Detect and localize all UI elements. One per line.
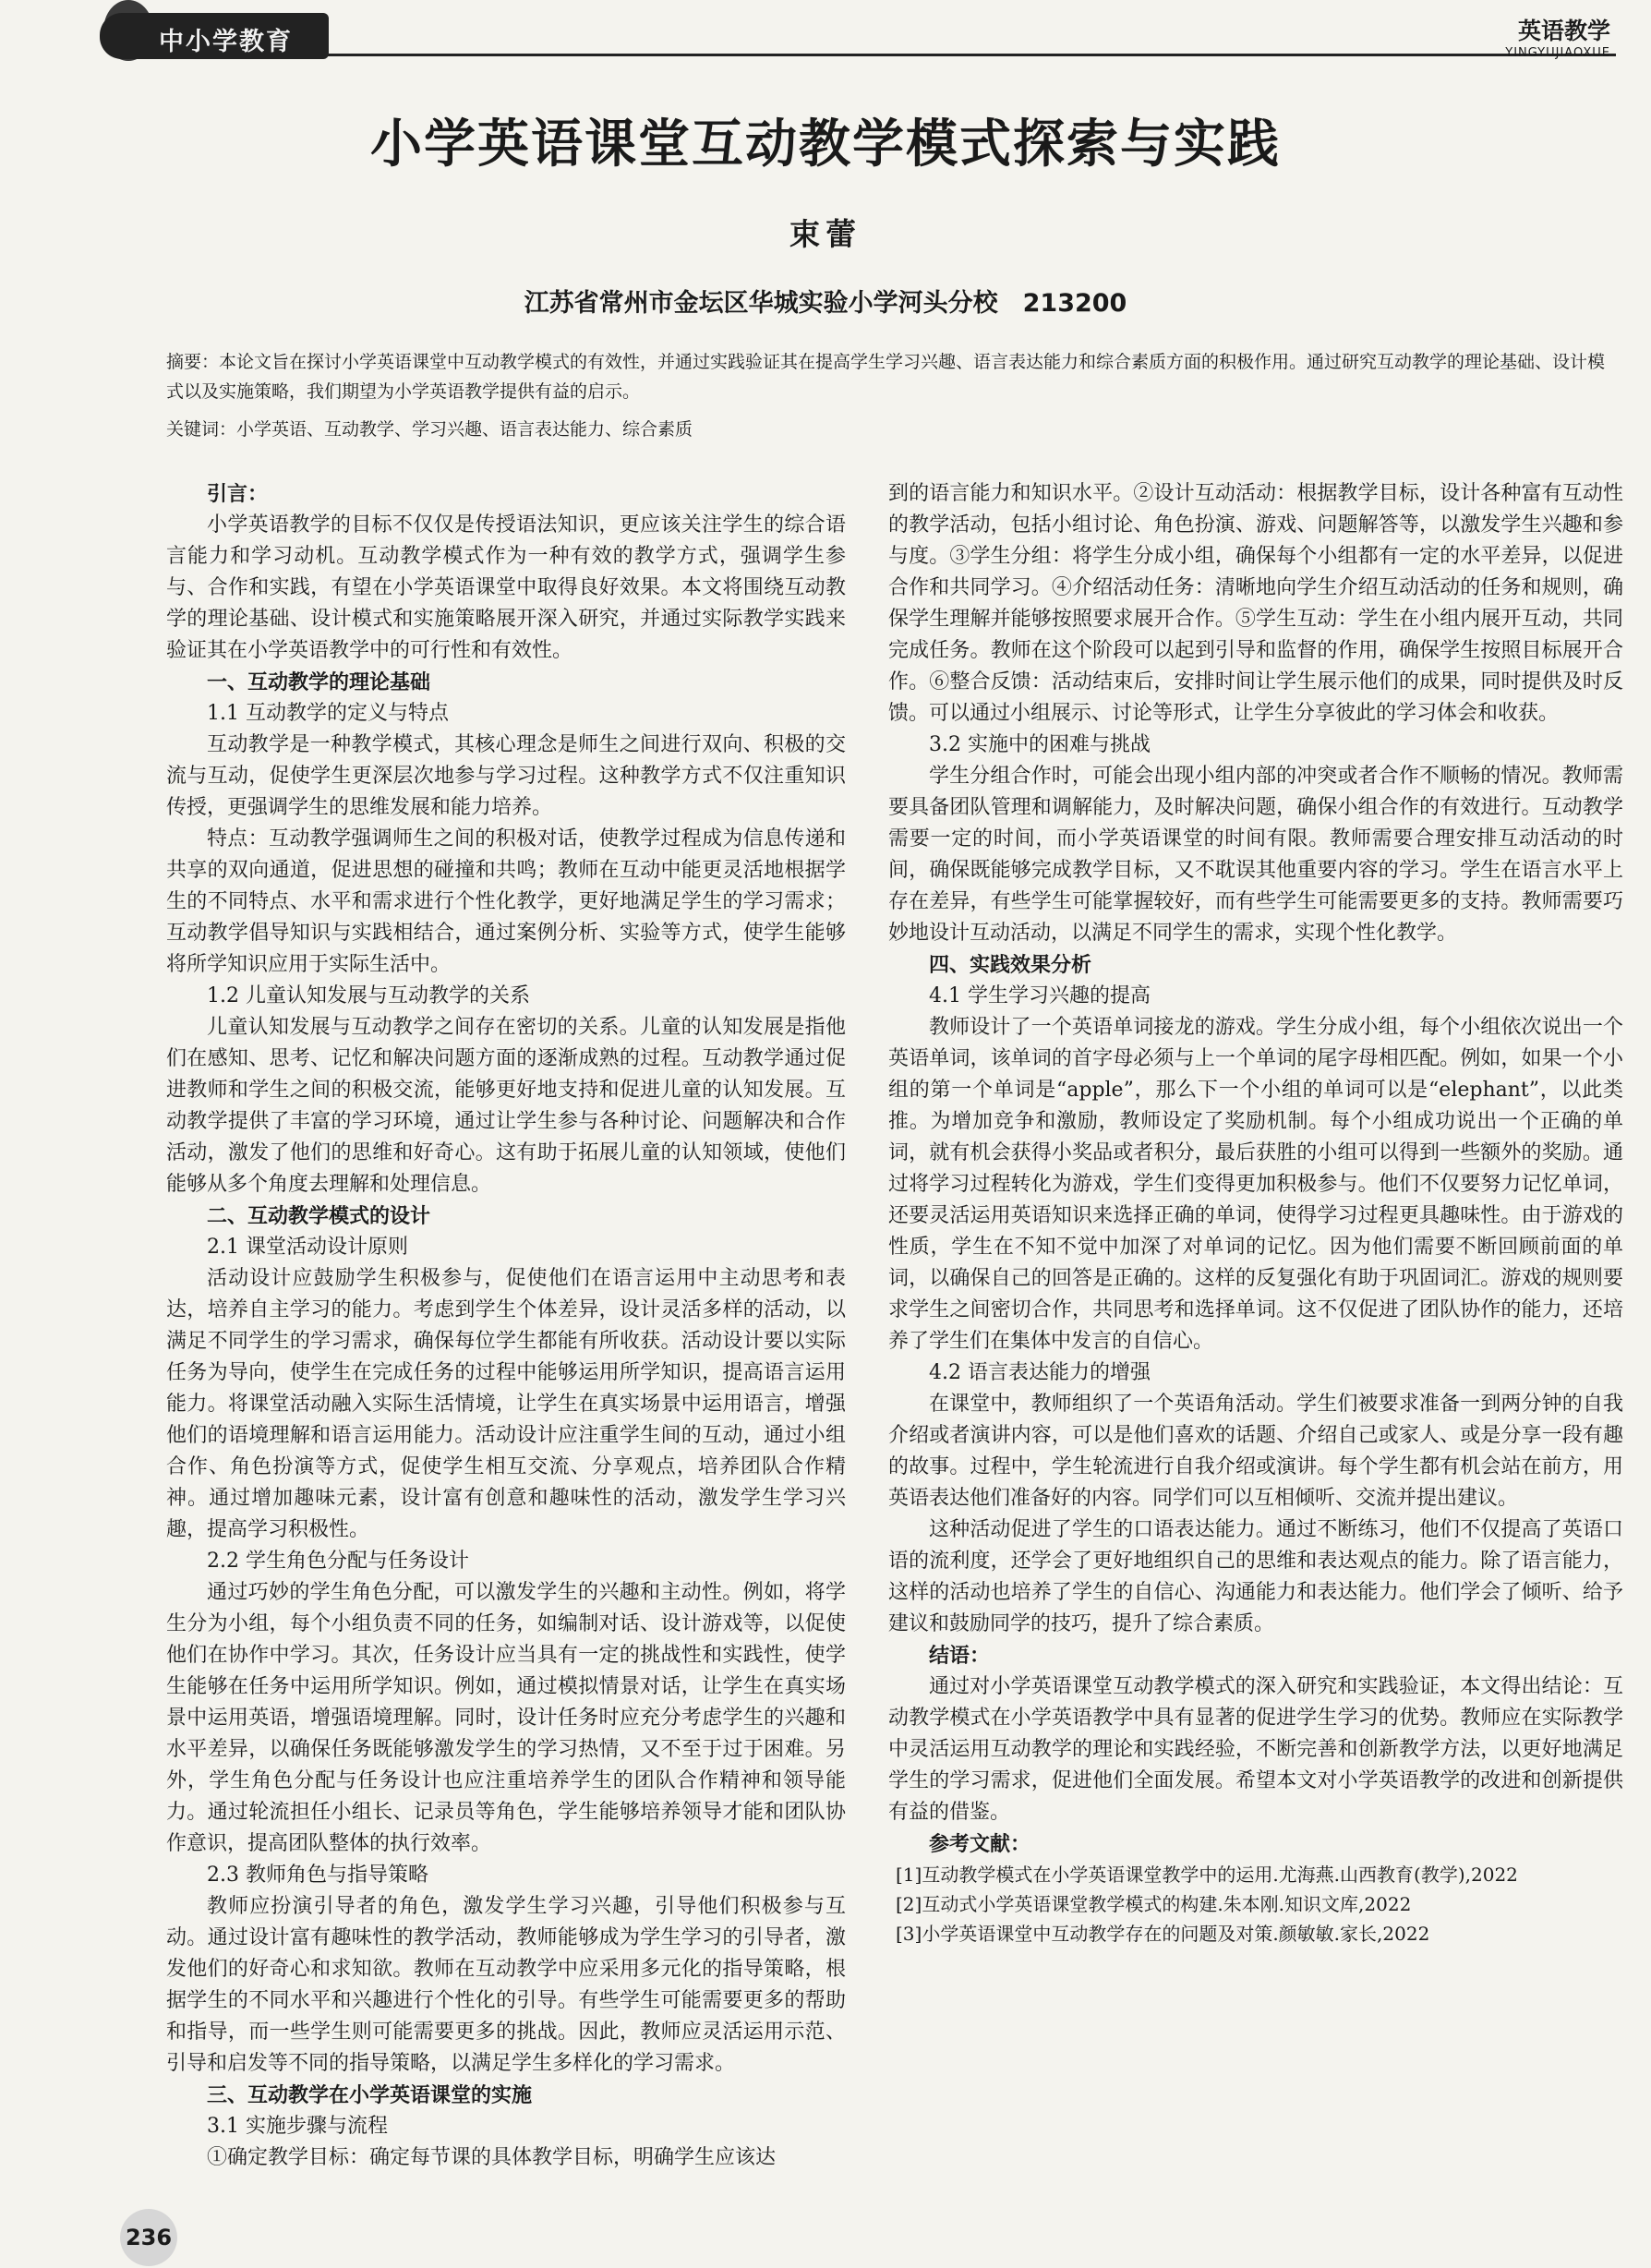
- subsection-heading: 2.3 教师角色与指导策略: [207, 1864, 428, 1887]
- subsection-heading: 1.2 儿童认知发展与互动教学的关系: [207, 984, 530, 1007]
- section-heading: 引言：: [207, 482, 269, 506]
- subsection-heading: 4.1 学生学习兴趣的提高: [929, 984, 1151, 1007]
- section-title: 英语教学: [1517, 18, 1610, 44]
- abstract: 摘要：本论文旨在探讨小学英语课堂中互动教学模式的有效性，并通过实践验证其在提高学生学习兴趣、语言表达能力和综合素质方面的积极作用。通过研究互动教学的理论基础、设计模式以及实施策略，我们期望为小学英语教学提供有益的启示。: [166, 352, 1606, 402]
- paragraph: 通过巧妙的学生角色分配，可以激发学生的兴趣和主动性。例如，将学生分为小组，每个小组负责不同的任务，如编制对话、设计游戏等，以促使他们在协作中学习。其次，任务设计应当具有一定的挑战性和实践性，使学生能够在任务中运用所学知识。例如，通过模拟情景对话，让学生在真实场景中运用英语，增强语境理解。同时，设计任务时应充分考虑学生的兴趣和水平差异，以确保任务既能够激发学生的学习热情，又不至于过于困难。另外，学生角色分配与任务设计也应注重培养学生的团队合作精神和领导能力。通过轮流担任小组长、记录员等角色，学生能够培养领导才能和团队协作意识，提高团队整体的执行效率。: [166, 1581, 846, 1855]
- section-heading: 结语：: [929, 1644, 991, 1668]
- section-label: [1505, 13, 1610, 60]
- subsection-heading: 4.2 语言表达能力的增强: [929, 1361, 1151, 1384]
- reference-item: [1]互动教学模式在小学英语课堂教学中的运用.尤海燕.山西教育(教学),2022: [896, 1864, 1518, 1886]
- subsection-heading: 3.1 实施步骤与流程: [207, 2115, 388, 2138]
- paragraph: 到的语言能力和知识水平。②设计互动活动：根据教学目标，设计各种富有互动性的教学活动，包括小组讨论、角色扮演、游戏、问题解答等，以激发学生兴趣和参与度。③学生分组：将学生分成小组，确保每个小组都有一定的水平差异，以促进合作和共同学习。④介绍活动任务：清晰地向学生介绍互动活动的任务和规则，确保学生理解并能够按照要求展开合作。⑤学生互动：学生在小组内展开互动，共同完成任务。教师在这个阶段可以起到引导和监督的作用，确保学生按照目标展开合作。⑥整合反馈：活动结束后，安排时间让学生展示他们的成果，同时提供及时反馈。可以通过小组展示、讨论等形式，让学生分享彼此的学习体会和收获。: [888, 482, 1623, 725]
- subsection-heading: 1.1 互动教学的定义与特点: [207, 702, 449, 725]
- section-heading: 二、互动教学模式的设计: [207, 1204, 431, 1228]
- keywords: 关键词：小学英语、互动教学、学习兴趣、语言表达能力、综合素质: [166, 419, 693, 440]
- reference-item: [3]小学英语课堂中互动教学存在的问题及对策.颜敏敏.家长,2022: [896, 1923, 1430, 1945]
- author: 束蕾: [789, 216, 862, 252]
- page-number: 236: [120, 2209, 177, 2266]
- paragraph: 教师设计了一个英语单词接龙的游戏。学生分成小组，每个小组依次说出一个英语单词，该单词的首字母必须与上一个单词的尾字母相匹配。例如，如果一个小组的第一个单词是“apple”，那么下一个小组的单词可以是“elephant”，以此类推。为增加竞争和激励，教师设定了奖励机制。每个小组成功说出一个正确的单词，就有机会获得小奖品或者积分，最后获胜的小组可以得到一些额外的奖励。通过将学习过程转化为游戏，学生们变得更加积极参与。他们不仅要努力记忆单词，还要灵活运用英语知识来选择正确的单词，使得学习过程更具趣味性。由于游戏的性质，学生在不知不觉中加深了对单词的记忆。因为他们需要不断回顾前面的单词，以确保自己的回答是正确的。这样的反复强化有助于巩固词汇。游戏的规则要求学生之间密切合作，共同思考和选择单词。这不仅促进了团队协作的能力，还培养了学生们在集体中发言的自信心。: [888, 1016, 1623, 1353]
- subsection-heading: 2.1 课堂活动设计原则: [207, 1236, 408, 1259]
- paragraph: 特点：互动教学强调师生之间的积极对话，使教学过程成为信息传递和共享的双向通道，促进思想的碰撞和共鸣；教师在互动中能更灵活地根据学生的不同特点、水平和需求进行个性化教学，更好地满足学生的学习需求；互动教学倡导知识与实践相结合，通过案例分析、实验等方式，使学生能够将所学知识应用于实际生活中。: [166, 827, 846, 976]
- journal-tag-text: 中小学教育: [159, 28, 293, 56]
- paragraph: 教师应扮演引导者的角色，激发学生学习兴趣，引导他们积极参与互动。通过设计富有趣味性的教学活动，教师能够成为学生学习的引导者，激发他们的好奇心和求知欲。教师在互动教学中应采用多元化的指导策略，根据学生的不同水平和兴趣进行个性化的引导。有些学生可能需要更多的帮助和指导，而一些学生则可能需要更多的挑战。因此，教师应灵活运用示范、引导和启发等不同的指导策略，以满足学生多样化的学习需求。: [166, 1895, 846, 2075]
- paragraph: 活动设计应鼓励学生积极参与，促使他们在语言运用中主动思考和表达，培养自主学习的能力。考虑到学生个体差异，设计灵活多样的活动，以满足不同学生的学习需求，确保每位学生都能有所收获。活动设计要以实际任务为导向，使学生在完成任务的过程中能够运用所学知识，提高语言运用能力。将课堂活动融入实际生活情境，让学生在真实场景中运用语言，增强他们的语境理解和语言运用能力。活动设计应注重学生间的互动，通过小组合作、角色扮演等方式，促使学生相互交流、分享观点，培养团队合作精神。通过增加趣味元素，设计富有创意和趣味性的活动，激发学生学习兴趣，提高学习积极性。: [166, 1267, 846, 1541]
- subsection-heading: 2.2 学生角色分配与任务设计: [207, 1550, 469, 1573]
- paragraph: 互动教学是一种教学模式，其核心理念是师生之间进行双向、积极的交流与互动，促使学生更深层次地参与学习过程。这种教学方式不仅注重知识传授，更强调学生的思维发展和能力培养。: [166, 733, 846, 819]
- header-rule: [295, 54, 1616, 56]
- left-column: [166, 478, 846, 2174]
- journal-tag: [100, 13, 329, 59]
- right-column: [888, 478, 1623, 1948]
- reference-item: [2]互动式小学英语课堂教学模式的构建.朱本刚.知识文库,2022: [896, 1893, 1412, 1915]
- reference-list: [888, 1860, 1623, 1948]
- section-pinyin: YINGYUJIAOXUE: [1505, 46, 1610, 60]
- paragraph: ①确定教学目标：确定每节课的具体教学目标，明确学生应该达: [207, 2146, 777, 2169]
- subsection-heading: 3.2 实施中的困难与挑战: [929, 733, 1151, 756]
- paragraph: 这种活动促进了学生的口语表达能力。通过不断练习，他们不仅提高了英语口语的流利度，还学会了更好地组织自己的思维和表达观点的能力。除了语言能力，这样的活动也培养了学生的自信心、沟通能力和表达能力。他们学会了倾听、给予建议和鼓励同学的技巧，提升了综合素质。: [888, 1518, 1623, 1635]
- paragraph: 学生分组合作时，可能会出现小组内部的冲突或者合作不顺畅的情况。教师需要具备团队管理和调解能力，及时解决问题，确保小组合作的有效进行。互动教学需要一定的时间，而小学英语课堂的时间有限。教师需要合理安排互动活动的时间，确保既能够完成教学目标，又不耽误其他重要内容的学习。学生在语言水平上存在差异，有些学生可能掌握较好，而有些学生可能需要更多的支持。教师需要巧妙地设计互动活动，以满足不同学生的需求，实现个性化教学。: [888, 765, 1623, 945]
- section-heading: 一、互动教学的理论基础: [207, 670, 431, 694]
- paragraph: 通过对小学英语课堂互动教学模式的深入研究和实践验证，本文得出结论：互动教学模式在小学英语教学中具有显著的促进学生学习的优势。教师应在实际教学中灵活运用互动教学的理论和实践经验，不断完善和创新教学方法，以更好地满足学生的学习需求，促进他们全面发展。希望本文对小学英语教学的改进和创新提供有益的借鉴。: [888, 1675, 1623, 1824]
- affiliation: 江苏省常州市金坛区华城实验小学河头分校 213200: [524, 289, 1127, 318]
- paragraph: 小学英语教学的目标不仅仅是传授语法知识，更应该关注学生的综合语言能力和学习动机。互动教学模式作为一种有效的教学方式，强调学生参与、合作和实践，有望在小学英语课堂中取得良好效果。本文将围绕互动教学的理论基础、设计模式和实施策略展开深入研究，并通过实际教学实践来验证其在小学英语教学中的可行性和有效性。: [166, 513, 846, 662]
- section-heading: 四、实践效果分析: [929, 953, 1092, 977]
- paragraph: 在课堂中，教师组织了一个英语角活动。学生们被要求准备一到两分钟的自我介绍或者演讲内容，可以是他们喜欢的话题、介绍自己或家人、或是分享一段有趣的故事。过程中，学生轮流进行自我介绍或演讲。每个学生都有机会站在前方，用英语表达他们准备好的内容。同学们可以互相倾听、交流并提出建议。: [888, 1393, 1623, 1510]
- section-heading: 三、互动教学在小学英语课堂的实施: [207, 2083, 533, 2107]
- section-heading: 参考文献：: [929, 1832, 1031, 1856]
- article-title: 小学英语课堂互动教学模式探索与实践: [370, 115, 1281, 175]
- paragraph: 儿童认知发展与互动教学之间存在密切的关系。儿童的认知发展是指他们在感知、思考、记忆和解决问题方面的逐渐成熟的过程。互动教学通过促进教师和学生之间的积极交流，能够更好地支持和促进儿童的认知发展。互动教学提供了丰富的学习环境，通过让学生参与各种讨论、问题解决和合作活动，激发了他们的思维和好奇心。这有助于拓展儿童的认知领域，使他们能够从多个角度去理解和处理信息。: [166, 1016, 846, 1196]
